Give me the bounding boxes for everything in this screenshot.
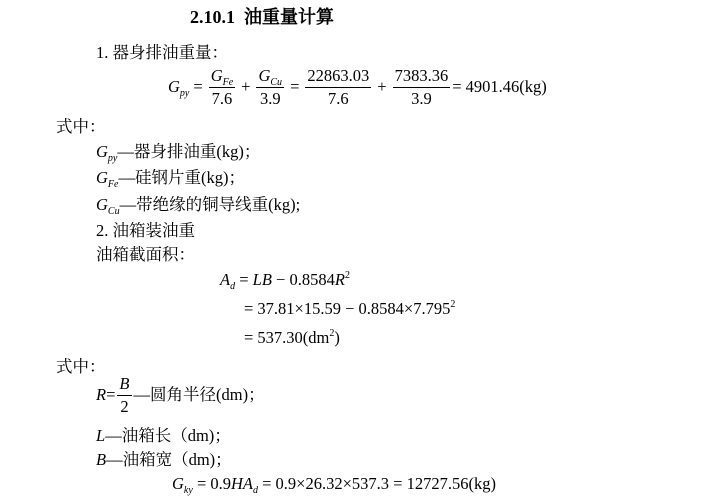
heading-title: 油重量计算 <box>244 7 334 27</box>
section-1-title: 1. 器身排油重量： <box>96 43 228 62</box>
definition-gfe: $G_{Fe}—$硅钢片重(kg)； <box>96 168 245 190</box>
eq1-result: = 4901.46(kg) <box>452 77 547 97</box>
eq1-equals-2: = <box>290 77 300 97</box>
section-2-subtitle: 油箱截面积： <box>96 245 195 264</box>
definition-gpy: $G_{py}—$器身排油重(kg)； <box>96 142 261 164</box>
r-fraction: $\frac{B}{2}$ <box>119 374 130 416</box>
section-2-title: 2. 油箱装油重 <box>96 221 195 240</box>
area-equation-line-3: = $537.30(dm^2)$ <box>244 328 340 347</box>
definition-l: L—油箱长（dm)； <box>96 426 231 445</box>
area-equation-line-2: = $37.81\times 15.59 - 0.8584\times 7.795^2$ <box>244 299 456 318</box>
eq1-fraction-values-1: $\frac{22863.03}{7.6}$ <box>307 66 370 108</box>
section-heading <box>190 8 334 26</box>
heading-number: 2.10.1 <box>190 7 235 27</box>
definition-r: R = $\frac{B}{2}$ —圆角半径(dm)； <box>96 374 265 416</box>
eq1-fraction-gfe: $\frac{G_{Fe}}{7.6}$ <box>210 66 234 108</box>
equation-oil-displacement <box>168 68 547 107</box>
eq1-lhs: $G_{py}$ <box>168 77 190 100</box>
eq1-plus: + <box>241 77 251 97</box>
eq1-equals: = <box>193 77 203 97</box>
where-label-1: 式中： <box>56 117 106 136</box>
eq1-fraction-values-2: $\frac{7383.36}{3.9}$ <box>394 66 449 108</box>
definition-b: B—油箱宽（dm)； <box>96 450 232 469</box>
final-oil-weight-equation: $G_{ky} = 0.9HA_d = 0.9\times 26.32\times 537.3 = 12727.56(kg)$ <box>172 474 496 496</box>
where-label-2: 式中： <box>56 357 106 376</box>
definition-gcu: $G_{Cu}—$带绝缘的铜导线重(kg); <box>96 195 301 217</box>
eq1-fraction-gcu: $\frac{G_{Cu}}{3.9}$ <box>258 66 283 108</box>
area-equation-line-1: $A_d$ = LB − $0.8584R^2$ <box>220 270 350 292</box>
eq1-plus-2: + <box>377 77 387 97</box>
